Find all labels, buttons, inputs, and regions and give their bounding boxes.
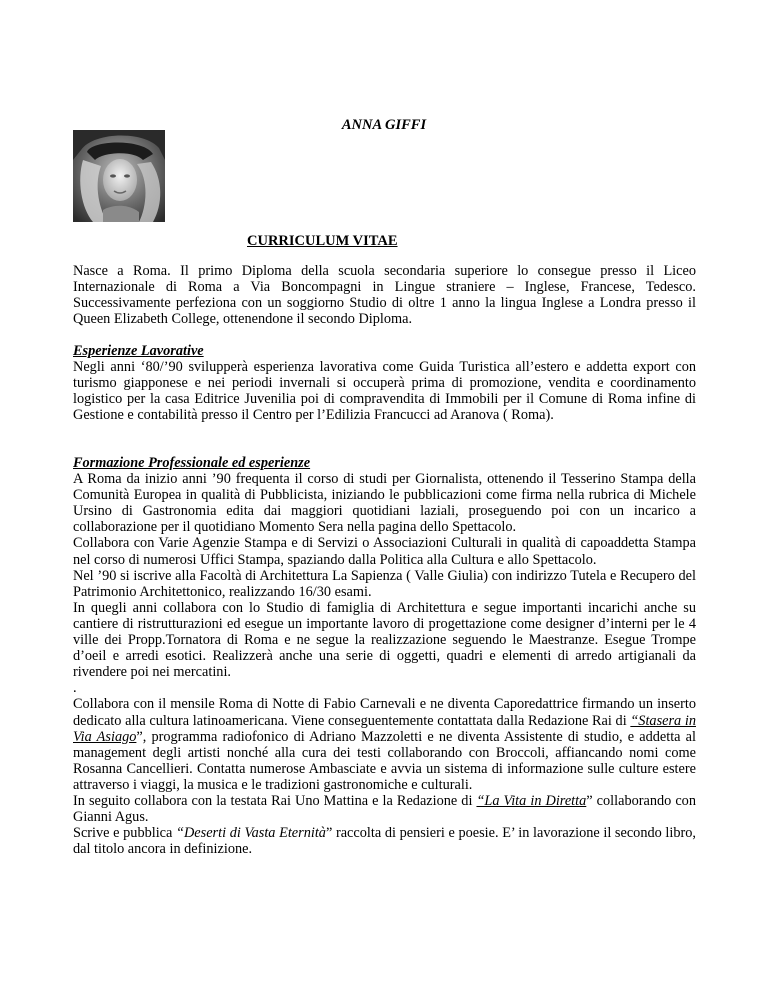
separator-dot: . [73, 680, 77, 697]
work-experience-paragraph: Negli anni ‘80/’90 svilupperà esperienza lavorativa come Guida Turistica all’estero e addetta export con turismo giapponese e nei periodi invernali si occuperà prima di promozione, vendita e coordinamento logistico per la casa Editrice Juvenilia poi di compravendita di Immobili per il Comune di Roma infine di Gestione e contabilità presso il Centro per l’Edilizia Francucci ad Aranova ( Roma). [73, 359, 696, 424]
p6-text-b: ” collaborando con Gianni Agus. [73, 792, 696, 826]
p5-text-a: Collabora con il mensile Roma di Notte di Fabio Carnevali e ne diventa Caporedattrice firmando un inserto dedicato alla cultura latinoamericana. Viene conseguentemente contattata dalla Redazione Rai di [73, 696, 696, 729]
book-title: “Deserti di Vasta Eternità [176, 825, 326, 842]
p5-text-b: ”, programma radiofonico di Adriano Mazzoletti e ne diventa Assistente di studio, e addetta al management degli artisti nonché alla cura dei testi collaborando con Broccoli, affiancando nomi come Rosanna Cancellieri. Contatta numerose Ambasciate e avvia un sistema di informazione sulle culture estere attraverso i viaggi, la musica e le tradizioni gastronomiche e culturali. [73, 728, 696, 793]
portrait-photo [73, 130, 165, 222]
radio-program-title: “Stasera in Via Asiago [73, 712, 696, 745]
education-paragraph-2: Collabora con Varie Agenzie Stampa e di Servizi o Associazioni Culturali in qualità di capoaddetta Stampa nel corso di numerosi Uffici Stampa, spaziando dalla Politica alla Cultura e allo Spettacolo. [73, 535, 696, 568]
education-section [73, 455, 696, 857]
education-heading: Formazione Professionale ed esperienze [73, 455, 311, 471]
work-experience-section [73, 343, 696, 423]
work-experience-heading: Esperienze Lavorative [73, 343, 204, 359]
education-paragraph-7 [73, 825, 696, 857]
p7-text-a: Scrive e pubblica [73, 825, 177, 842]
education-paragraph-3: Nel ’90 si iscrive alla Facoltà di Architettura La Sapienza ( Valle Giulia) con indirizzo Tutela e Recupero del Patrimonio Architettonico, realizzando 16/30 esami. [73, 567, 696, 600]
p7-text-b: ” raccolta di pensieri e poesie. E’ in lavorazione il secondo libro, dal titolo ancora in definizione. [73, 825, 696, 858]
intro-paragraph: Nasce a Roma. Il primo Diploma della scuola secondaria superiore lo consegue presso il Liceo Internazionale di Roma a Via Boncompagni in Lingue straniere – Inglese, Francese, Tedesco. Successivamente perfeziona con un soggiorno Studio di oltre 1 anno la lingua Inglese a Londra presso il Queen Elizabeth College, ottenendone il secondo Diploma. [73, 263, 696, 328]
tv-program-title: “La Vita in Diretta [476, 792, 587, 809]
person-name: ANNA GIFFI [341, 117, 427, 133]
cv-title: CURRICULUM VITAE [247, 233, 398, 249]
education-paragraph-4: In quegli anni collabora con lo Studio di famiglia di Architettura e segue importanti incarichi anche su cantiere di ristrutturazioni ed esegue un importante lavoro di progettazione come designer d’interni per le 4 ville dei Propp.Tornatora di Roma e ne segue la realizzazione seguendo le Maestranze. Esegue Trompe d’oeil e arredi esotici. Realizzerà anche una serie di oggetti, quadri e elementi di arredo artigianali da rivendere poi nei mercatini. [73, 599, 696, 681]
education-paragraph-1: A Roma da inizio anni ’90 frequenta il corso di studi per Giornalista, ottenendo il Tesserino Stampa della Comunità Europea in qualità di Pubblicista, iniziando le pubblicazioni come firma nella rubrica di Michele Ursino di Gastronomia edita dai maggiori quotidiani laziali, proseguendo poi con un incarico a collaborazione per il quotidiano Momento Sera nella pagina dello Spettacolo. [73, 471, 696, 536]
education-paragraph-6 [73, 793, 696, 825]
intro-section [73, 263, 696, 327]
p6-text-a: In seguito collabora con la testata Rai Uno Mattina e la Redazione di [73, 792, 477, 809]
education-paragraph-5 [73, 696, 696, 793]
